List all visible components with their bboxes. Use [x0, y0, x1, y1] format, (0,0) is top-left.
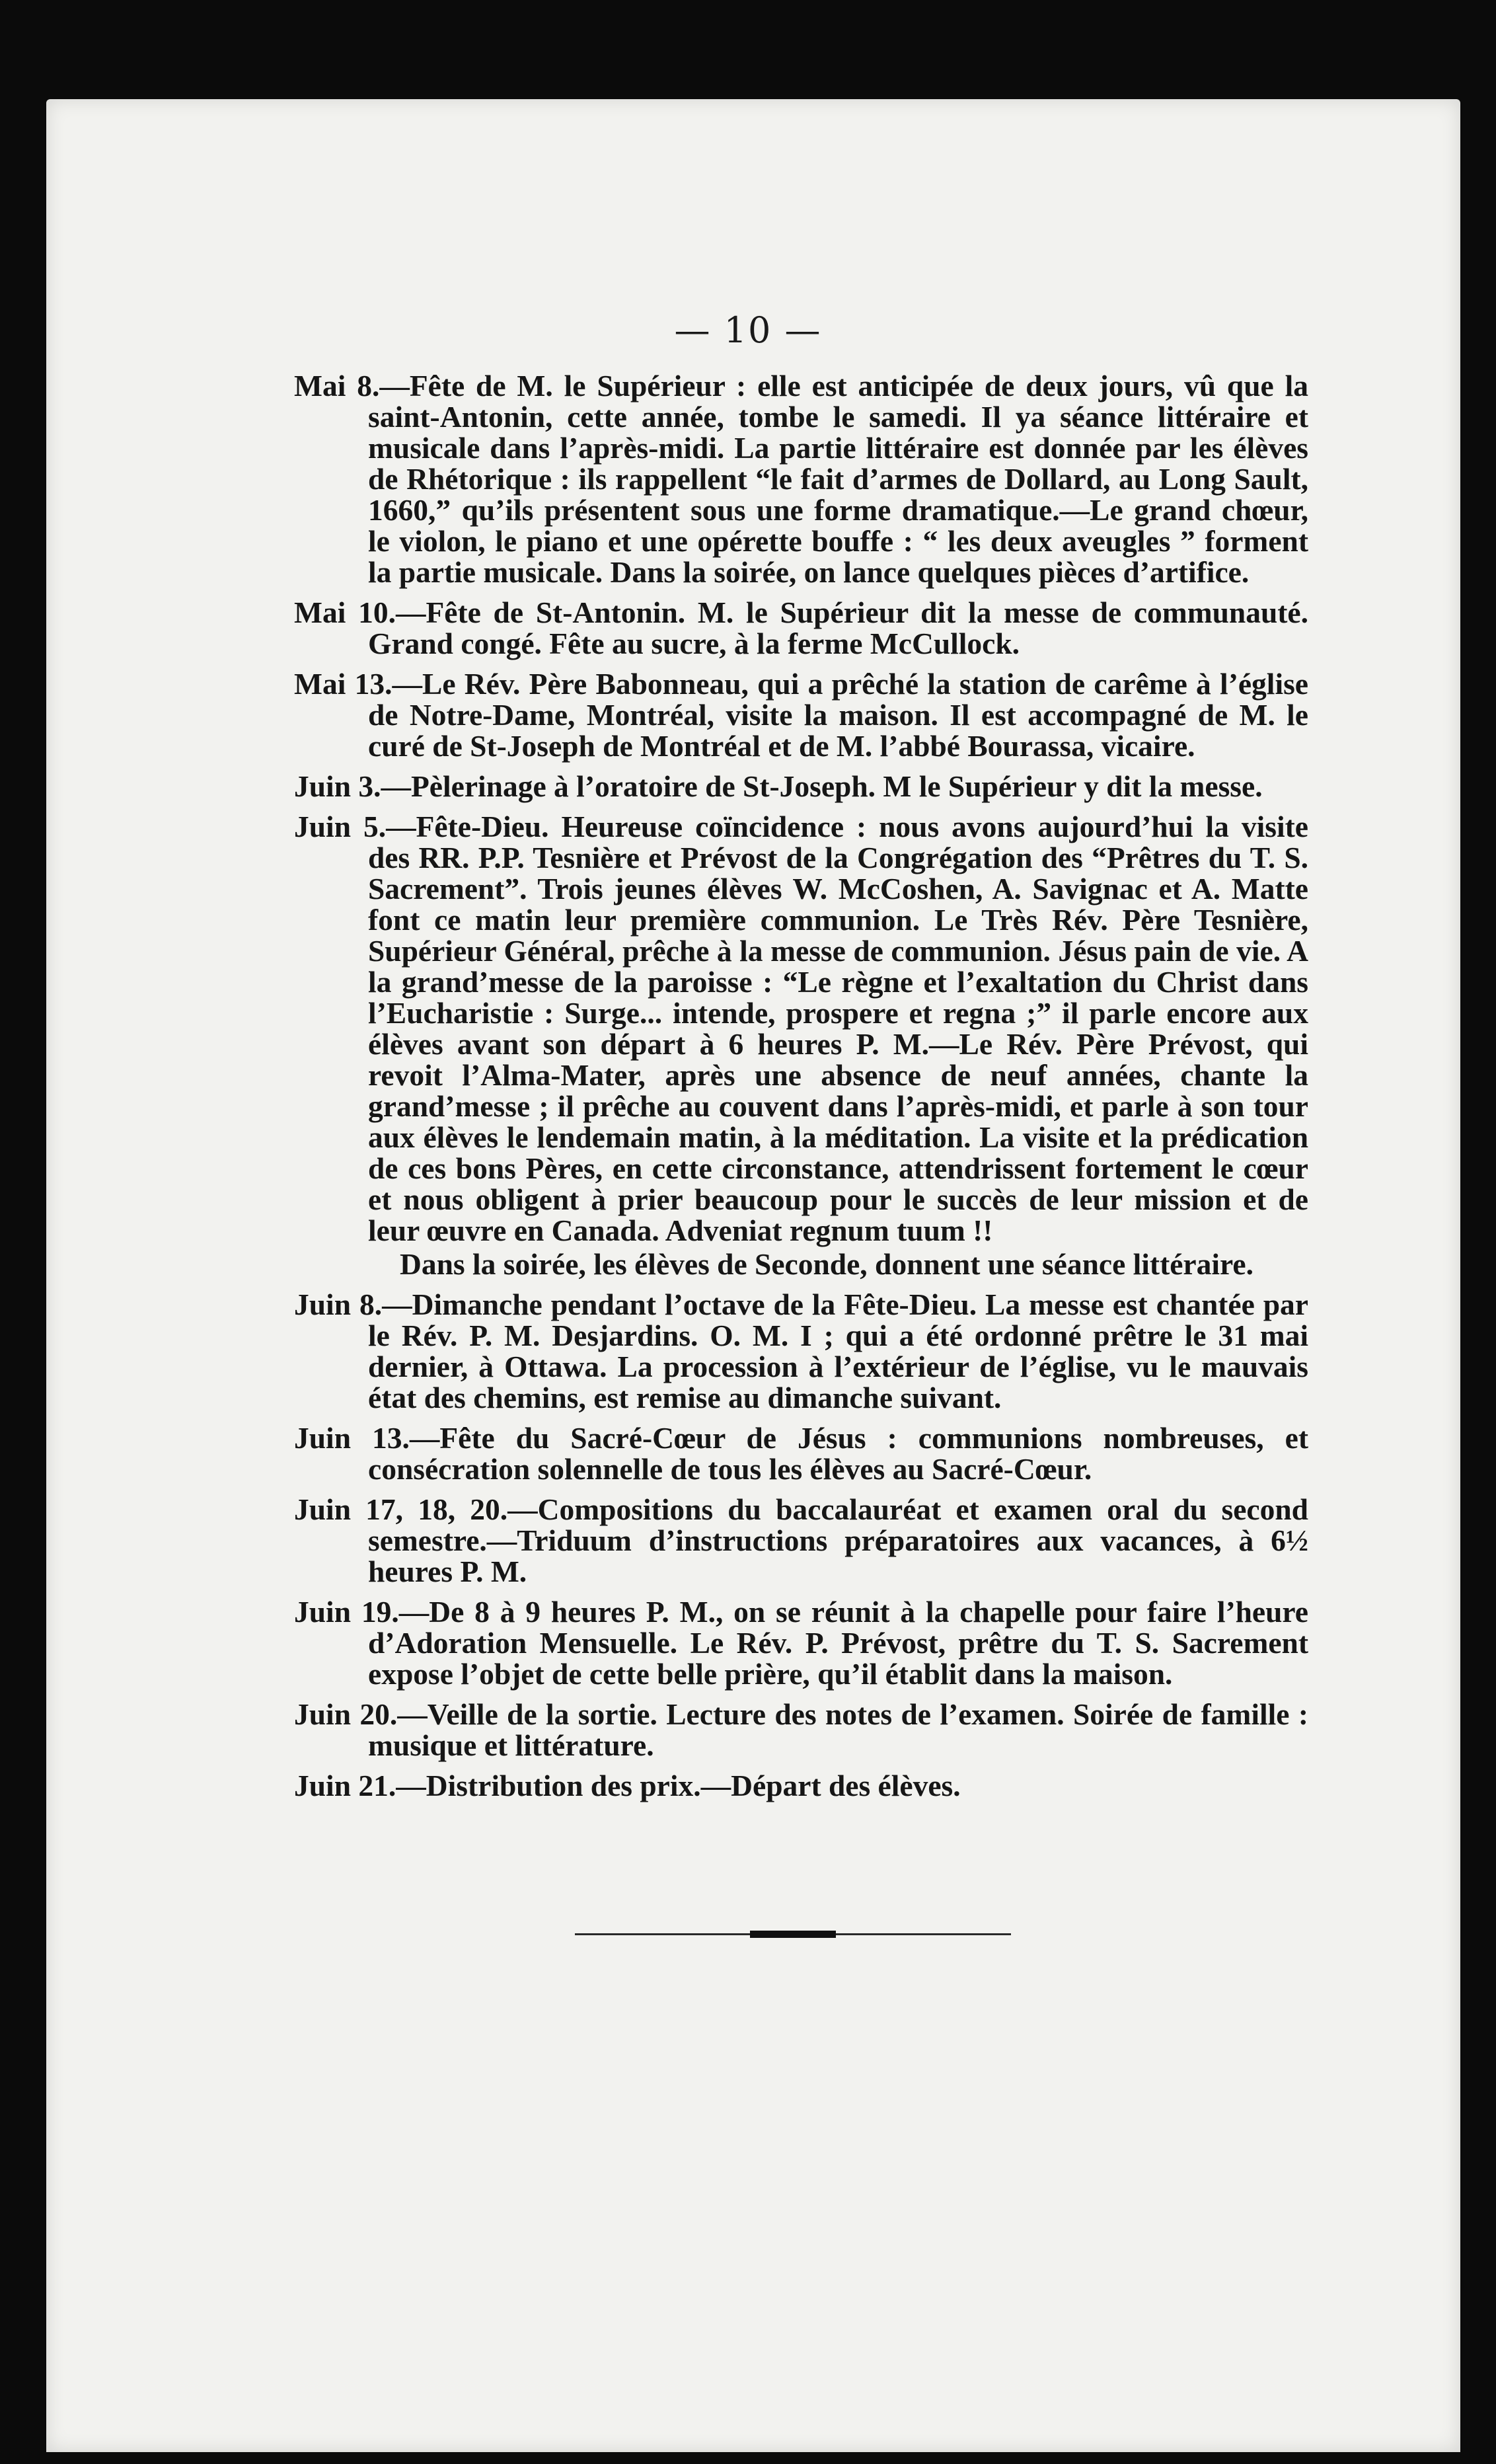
entry: [294, 1289, 1308, 1413]
entry-date: Juin 20.: [294, 1697, 398, 1731]
entry: [294, 668, 1308, 761]
entry-text: —Fête-Dieu. Heureuse coïncidence : nous avons aujourd’hui la visite des RR. P.P. Tesnière et Prévost de la Congrégation des “Prêtres du T. S. Sacrement”. Trois jeunes élèves W. McCoshen, A. Savignac et A. Matte font ce matin leur première communion. Le Très Rév. Père Tesnière, Supérieur Général, prêche à la messe de communion. Jésus pain de vie. A la grand’messe de la paroisse : “Le règne et l’exaltation du Christ dans l’Eucharistie : Surge... intende, prospere et regna ;” il parle encore aux élèves avant son départ à 6 heures P. M.—Le Rév. Père Prévost, qui revoit l’Alma-Mater, après une absence de neuf années, chante la grand’messe ; il prêche au couvent dans l’après-midi, et parle à son tour aux élèves le lendemain matin, à la méditation. La visite et la prédication de ces bons Pères, en cette circonstance, attendrissent fortement le cœur et nous obligent à prier beaucoup pour le succès de leur mission et de leur œuvre en Canada. Adveniat regnum tuum !!: [368, 810, 1308, 1247]
section-divider-center: [750, 1931, 836, 1938]
entry-date: Juin 17, 18, 20.: [294, 1492, 508, 1526]
entry: [294, 1770, 1308, 1801]
entry-continuation: Dans la soirée, les élèves de Seconde, donnent une séance littéraire.: [400, 1247, 1253, 1281]
entry: [294, 811, 1308, 1280]
entry-date: Mai 10.: [294, 596, 396, 629]
entry-date: Juin 5.: [294, 810, 387, 843]
entry: [294, 597, 1308, 659]
entry-text: —Fête de M. le Supérieur : elle est anticipée de deux jours, vû que la saint-Antonin, cette année, tombe le samedi. Il ya séance littéraire et musicale dans l’après-midi. La partie littéraire est donnée par les élèves de Rhétorique : ils rappellent “le fait d’armes de Dollard, au Long Sault, 1660,” qu’ils présentent sous une forme dramatique.—Le grand chœur, le violon, le piano et une opérette bouffe : “ les deux aveugles ” forment la partie musicale. Dans la soirée, on lance quelques pièces d’artifice.: [368, 369, 1308, 589]
entry: [294, 1422, 1308, 1484]
entry-text: —Veille de la sortie. Lecture des notes de l’examen. Soirée de famille : musique et littérature.: [368, 1697, 1308, 1762]
entry-text: —Distribution des prix.—Départ des élèves.: [396, 1769, 961, 1802]
entry-date: Juin 3.: [294, 769, 381, 803]
chronicle-text: [294, 370, 1308, 1810]
entry: [294, 1494, 1308, 1587]
entry-date: Juin 19.: [294, 1595, 399, 1629]
entry-text: —Pèlerinage à l’oratoire de St-Joseph. M le Supérieur y dit la messe.: [381, 769, 1263, 803]
entry-date: Juin 21.: [294, 1769, 396, 1802]
entry-date: Juin 13.: [294, 1421, 410, 1455]
entry-date: Juin 8.: [294, 1288, 383, 1321]
entry-text: —De 8 à 9 heures P. M., on se réunit à la chapelle pour faire l’heure d’Adoration Mensuelle. Le Rév. P. Prévost, prêtre du T. S. Sacrement expose l’objet de cette belle prière, qu’il établit dans la maison.: [368, 1595, 1308, 1691]
entry: [294, 1699, 1308, 1761]
entry: [294, 771, 1308, 802]
page-number: — 10 —: [674, 309, 822, 351]
entry-text: —Le Rév. Père Babonneau, qui a prêché la station de carême à l’église de Notre-Dame, Montréal, visite la maison. Il est accompagné de M. le curé de St-Joseph de Montréal et de M. l’abbé Bourassa, vicaire.: [368, 667, 1308, 763]
entry-text: —Compositions du baccalauréat et examen oral du second semestre.—Triduum d’instructions préparatoires aux vacances, à 6½ heures P. M.: [368, 1492, 1308, 1588]
entry-date: Mai 13.: [294, 667, 393, 701]
entry-text: —Fête du Sacré-Cœur de Jésus : communions nombreuses, et consécration solennelle de tous les élèves au Sacré-Cœur.: [368, 1421, 1308, 1486]
entry: [294, 370, 1308, 588]
entry: [294, 1596, 1308, 1689]
entry-text: —Fête de St-Antonin. M. le Supérieur dit la messe de communauté. Grand congé. Fête au sucre, à la ferme McCullock.: [368, 596, 1308, 660]
entry-text: —Dimanche pendant l’octave de la Fête-Dieu. La messe est chantée par le Rév. P. M. Desjardins. O. M. I ; qui a été ordonné prêtre le 31 mai dernier, à Ottawa. La procession à l’extérieur de l’église, vu le mauvais état des chemins, est remise au dimanche suivant.: [368, 1288, 1308, 1414]
entry-date: Mai 8.: [294, 369, 380, 403]
